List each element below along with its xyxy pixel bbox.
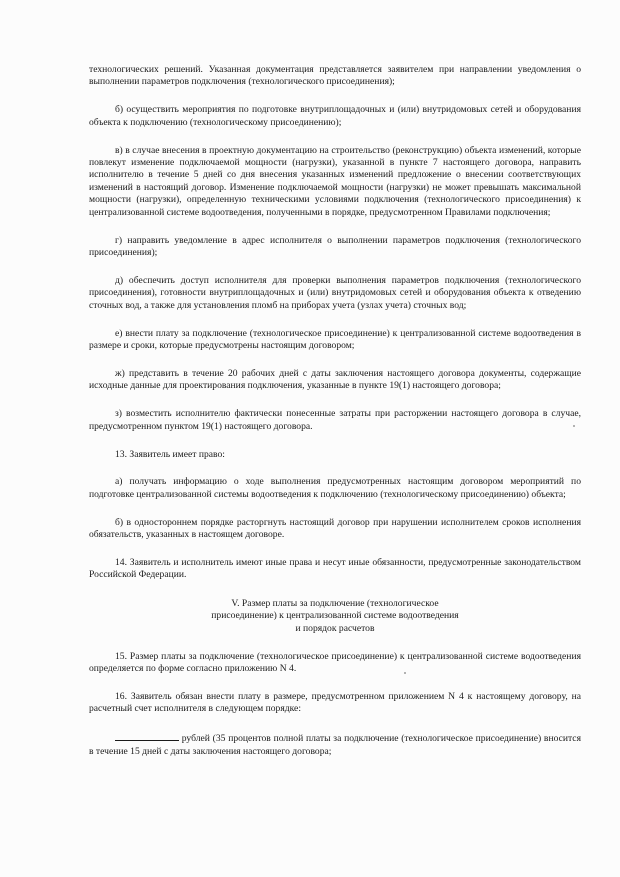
section-heading-line-2: присоединение) к централизованной системе водоотведения xyxy=(211,610,459,622)
paragraph-clause-13: 13. Заявитель имеет право: xyxy=(115,448,225,460)
paragraph-item-g: г) направить уведомление в адрес исполнителя о выполнении параметров подключения (технологического присоединения); xyxy=(89,234,581,258)
paragraph-item-b: б) осуществить мероприятия по подготовке внутриплощадочных и (или) внутридомовых сетей и оборудования объекта к подключению (технологическому присоединению); xyxy=(89,104,581,128)
payment-text: рублей (35 процентов полной платы за подключение (технологическое присоединение) вносится в течение 15 дней с даты заключения настоящего договора; xyxy=(89,733,581,757)
scan-speck xyxy=(573,425,575,427)
amount-blank-line xyxy=(115,731,179,741)
section-heading-line-3: и порядок расчетов xyxy=(295,622,375,634)
paragraph-item-zh: ж) представить в течение 20 рабочих дней с даты заключения настоящего договора документы, содержащие исходные данные для проектирования подключения, указанные в пункте 19(1) настоящего договора; xyxy=(89,367,581,392)
section-heading xyxy=(89,598,581,635)
paragraph-item-z: з) возместить исполнителю фактически понесенные затраты при расторжении настоящего договора в случае, предусмотренном пунктом 19(1) настоящего договора. xyxy=(89,408,581,432)
paragraph-continuation: технологических решений. Указанная документация представляется заявителем при направлении уведомления о выполнении параметров подключения (технологического присоединения); xyxy=(89,64,581,88)
scan-speck xyxy=(404,672,406,674)
paragraph-payment xyxy=(89,731,581,758)
paragraph-clause-15: 15. Размер платы за подключение (технологическое присоединение) к централизованной системе водоотведения определяется по форме согласно приложению N 4. xyxy=(89,650,581,674)
paragraph-item-d: д) обеспечить доступ исполнителя для проверки выполнения параметров подключения (технологического присоединения), готовности внутриплощадочных и (или) внутридомовых сетей и оборудования объекта к отведению сточных вод, а также для установления пломб на приборах учета (узлах учета) сточных вод; xyxy=(89,274,581,311)
paragraph-clause-14: 14. Заявитель и исполнитель имеют иные права и несут иные обязанности, предусмотренные законодательством Российской Федерации. xyxy=(89,557,581,581)
paragraph-clause-16: 16. Заявитель обязан внести плату в размере, предусмотренном приложением N 4 к настоящему договору, на расчетный счет исполнителя в следующем порядке: xyxy=(89,690,581,715)
document-body xyxy=(89,64,581,758)
paragraph-item-v: в) в случае внесения в проектную документацию на строительство (реконструкцию) объекта изменений, которые повлекут изменение подключаемой мощности (нагрузки), указанной в пункте 7 настоящего договора, направить исполнителю в течение 5 дней со дня внесения указанных изменений предложение о внесении соответствующих изменений в настоящий договор. Изменение подключаемой мощности (нагрузки) не может превышать максимальной мощности (нагрузки), определенную техническими условиями подключения (технологического присоединения) к централизованной системе водоотведения, полученными в порядке, предусмотренном Правилами подключения; xyxy=(89,144,581,218)
section-heading-line-1: V. Размер платы за подключение (технологическое xyxy=(231,597,439,609)
paragraph-item-b-2: б) в одностороннем порядке расторгнуть настоящий договор при нарушении исполнителем сроков исполнения обязательств, указанных в настоящем договоре. xyxy=(89,516,581,541)
paragraph-item-e: е) внести плату за подключение (технологическое присоединение) к централизованной системе водоотведения в размере и сроки, которые предусмотрены настоящим договором; xyxy=(89,327,581,351)
paragraph-item-a: а) получать информацию о ходе выполнения предусмотренных настоящим договором мероприятий по подготовке централизованной системы водоотведения к подключению (технологическому присоединению) объекта; xyxy=(89,476,581,500)
